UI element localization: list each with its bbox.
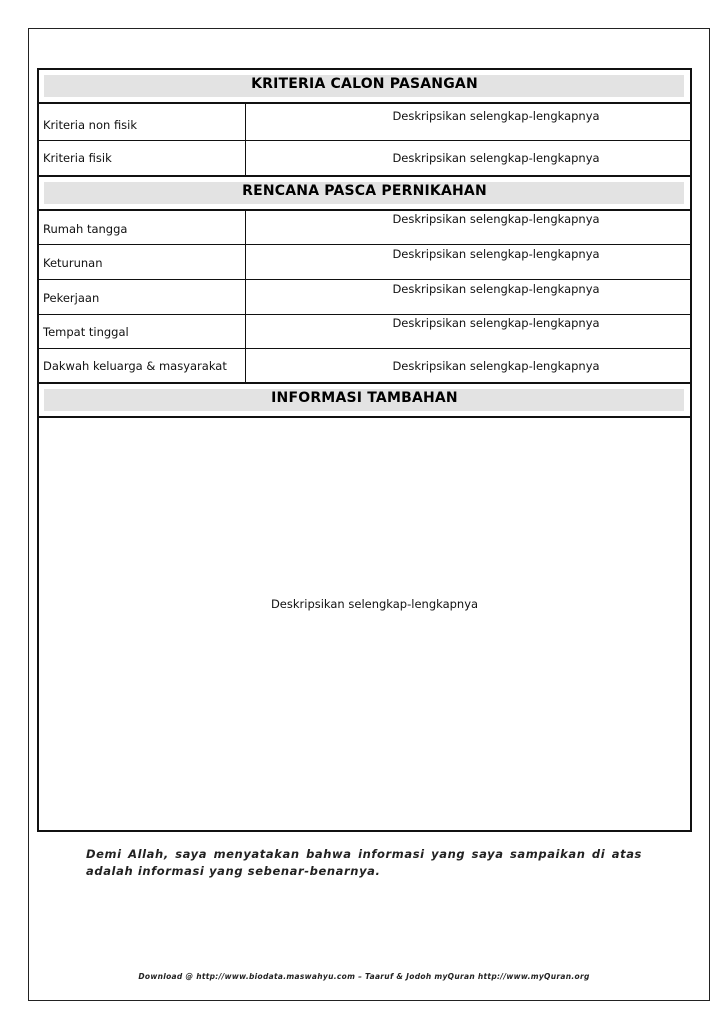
row-label: Tempat tinggal <box>43 325 129 339</box>
informasi-value-field[interactable]: Deskripsikan selengkap-lengkapnya <box>270 597 479 611</box>
row-tempat-tinggal <box>39 315 690 349</box>
row-value-field[interactable]: Deskripsikan selengkap-lengkapnya <box>392 282 600 296</box>
row-value-field[interactable]: Deskripsikan selengkap-lengkapnya <box>392 316 600 330</box>
row-value-field[interactable]: Deskripsikan selengkap-lengkapnya <box>392 109 600 123</box>
row-value-field[interactable]: Deskripsikan selengkap-lengkapnya <box>392 212 600 226</box>
section-title-kriteria: KRITERIA CALON PASANGAN <box>251 76 478 92</box>
row-value-field[interactable]: Deskripsikan selengkap-lengkapnya <box>392 247 600 261</box>
row-keturunan <box>39 245 690 280</box>
row-label: Pekerjaan <box>43 291 100 305</box>
row-label: Rumah tangga <box>43 222 128 236</box>
row-pekerjaan <box>39 280 690 315</box>
informasi-tambahan-area[interactable] <box>39 418 690 830</box>
section-title-rencana: RENCANA PASCA PERNIKAHAN <box>242 183 487 199</box>
section-header-rencana <box>39 177 690 211</box>
row-value-field[interactable]: Deskripsikan selengkap-lengkapnya <box>392 359 600 373</box>
row-label: Kriteria fisik <box>43 151 112 165</box>
section-title-informasi: INFORMASI TAMBAHAN <box>271 390 458 406</box>
row-dakwah <box>39 349 690 384</box>
biodata-form-table <box>37 68 692 832</box>
footer-download-text: Download @ http://www.biodata.maswahyu.com – Taaruf & Jodoh myQuran http://www.myQuran.org <box>138 972 590 981</box>
declaration-text: Demi Allah, saya menyatakan bahwa informasi yang saya sampaikan di atas adalah informasi yang sebenar-benarnya. <box>86 847 642 878</box>
row-rumah-tangga <box>39 211 690 245</box>
row-label: Dakwah keluarga & masyarakat <box>43 359 227 373</box>
row-value-field[interactable]: Deskripsikan selengkap-lengkapnya <box>392 151 600 165</box>
row-kriteria-fisik <box>39 141 690 177</box>
row-label: Kriteria non fisik <box>43 118 138 132</box>
row-kriteria-non-fisik <box>39 104 690 141</box>
row-label: Keturunan <box>43 256 103 270</box>
section-header-kriteria <box>39 70 690 104</box>
section-header-informasi <box>39 384 690 418</box>
